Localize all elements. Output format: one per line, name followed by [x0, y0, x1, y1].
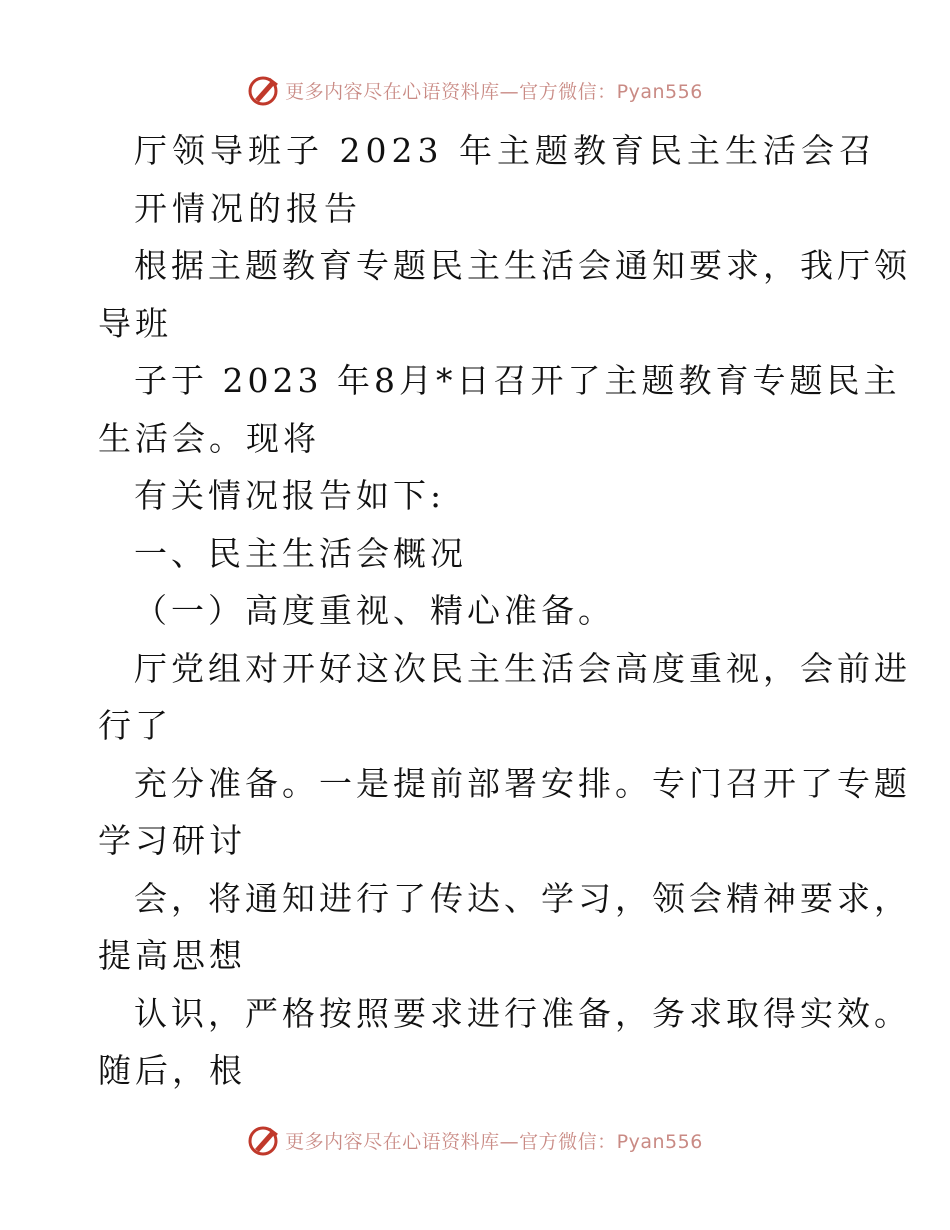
paragraph-line: 充分准备。一是提前部署安排。专门召开了专题 — [134, 763, 911, 803]
watermark-banner-bottom — [0, 1120, 950, 1160]
doc-title-line-1: 厅领导班子 2023 年主题教育民主生活会召 — [134, 131, 877, 170]
document-body — [98, 122, 911, 1100]
watermark-text: 更多内容尽在心语资料库—官方微信：Pyan556 — [285, 80, 703, 103]
paragraph-line: 根据主题教育专题民主生活会通知要求，我厅领 — [134, 246, 911, 285]
paragraph-line: 厅党组对开好这次民主生活会高度重视，会前进 — [134, 648, 911, 688]
paragraph-line: 提高思想 — [98, 936, 246, 975]
watermark-banner-top — [0, 70, 950, 110]
paragraph-line: 生活会。现将 — [98, 418, 320, 458]
subsection-heading: （一）高度重视、精心准备。 — [134, 591, 615, 630]
pen-logo-icon — [247, 73, 281, 107]
paragraph-line: 行了 — [98, 706, 172, 745]
watermark-text: 更多内容尽在心语资料库—官方微信：Pyan556 — [285, 1130, 703, 1153]
paragraph-line: 导班 — [98, 303, 172, 343]
section-heading: 一、民主生活会概况 — [134, 533, 467, 573]
paragraph-line: 子于 2023 年8月*日召开了主题教育专题民主 — [134, 361, 901, 400]
doc-title-line-2: 开情况的报告 — [134, 188, 362, 228]
paragraph-line: 会，将通知进行了传达、学习，领会精神要求， — [134, 878, 911, 918]
paragraph-line: 学习研讨 — [98, 821, 246, 860]
paragraph-line: 有关情况报告如下: — [134, 476, 446, 515]
paragraph-line: 认识，严格按照要求进行准备，务求取得实效。 — [134, 993, 911, 1033]
paragraph-line: 随后，根 — [98, 1051, 246, 1090]
pen-logo-icon — [247, 1123, 281, 1157]
